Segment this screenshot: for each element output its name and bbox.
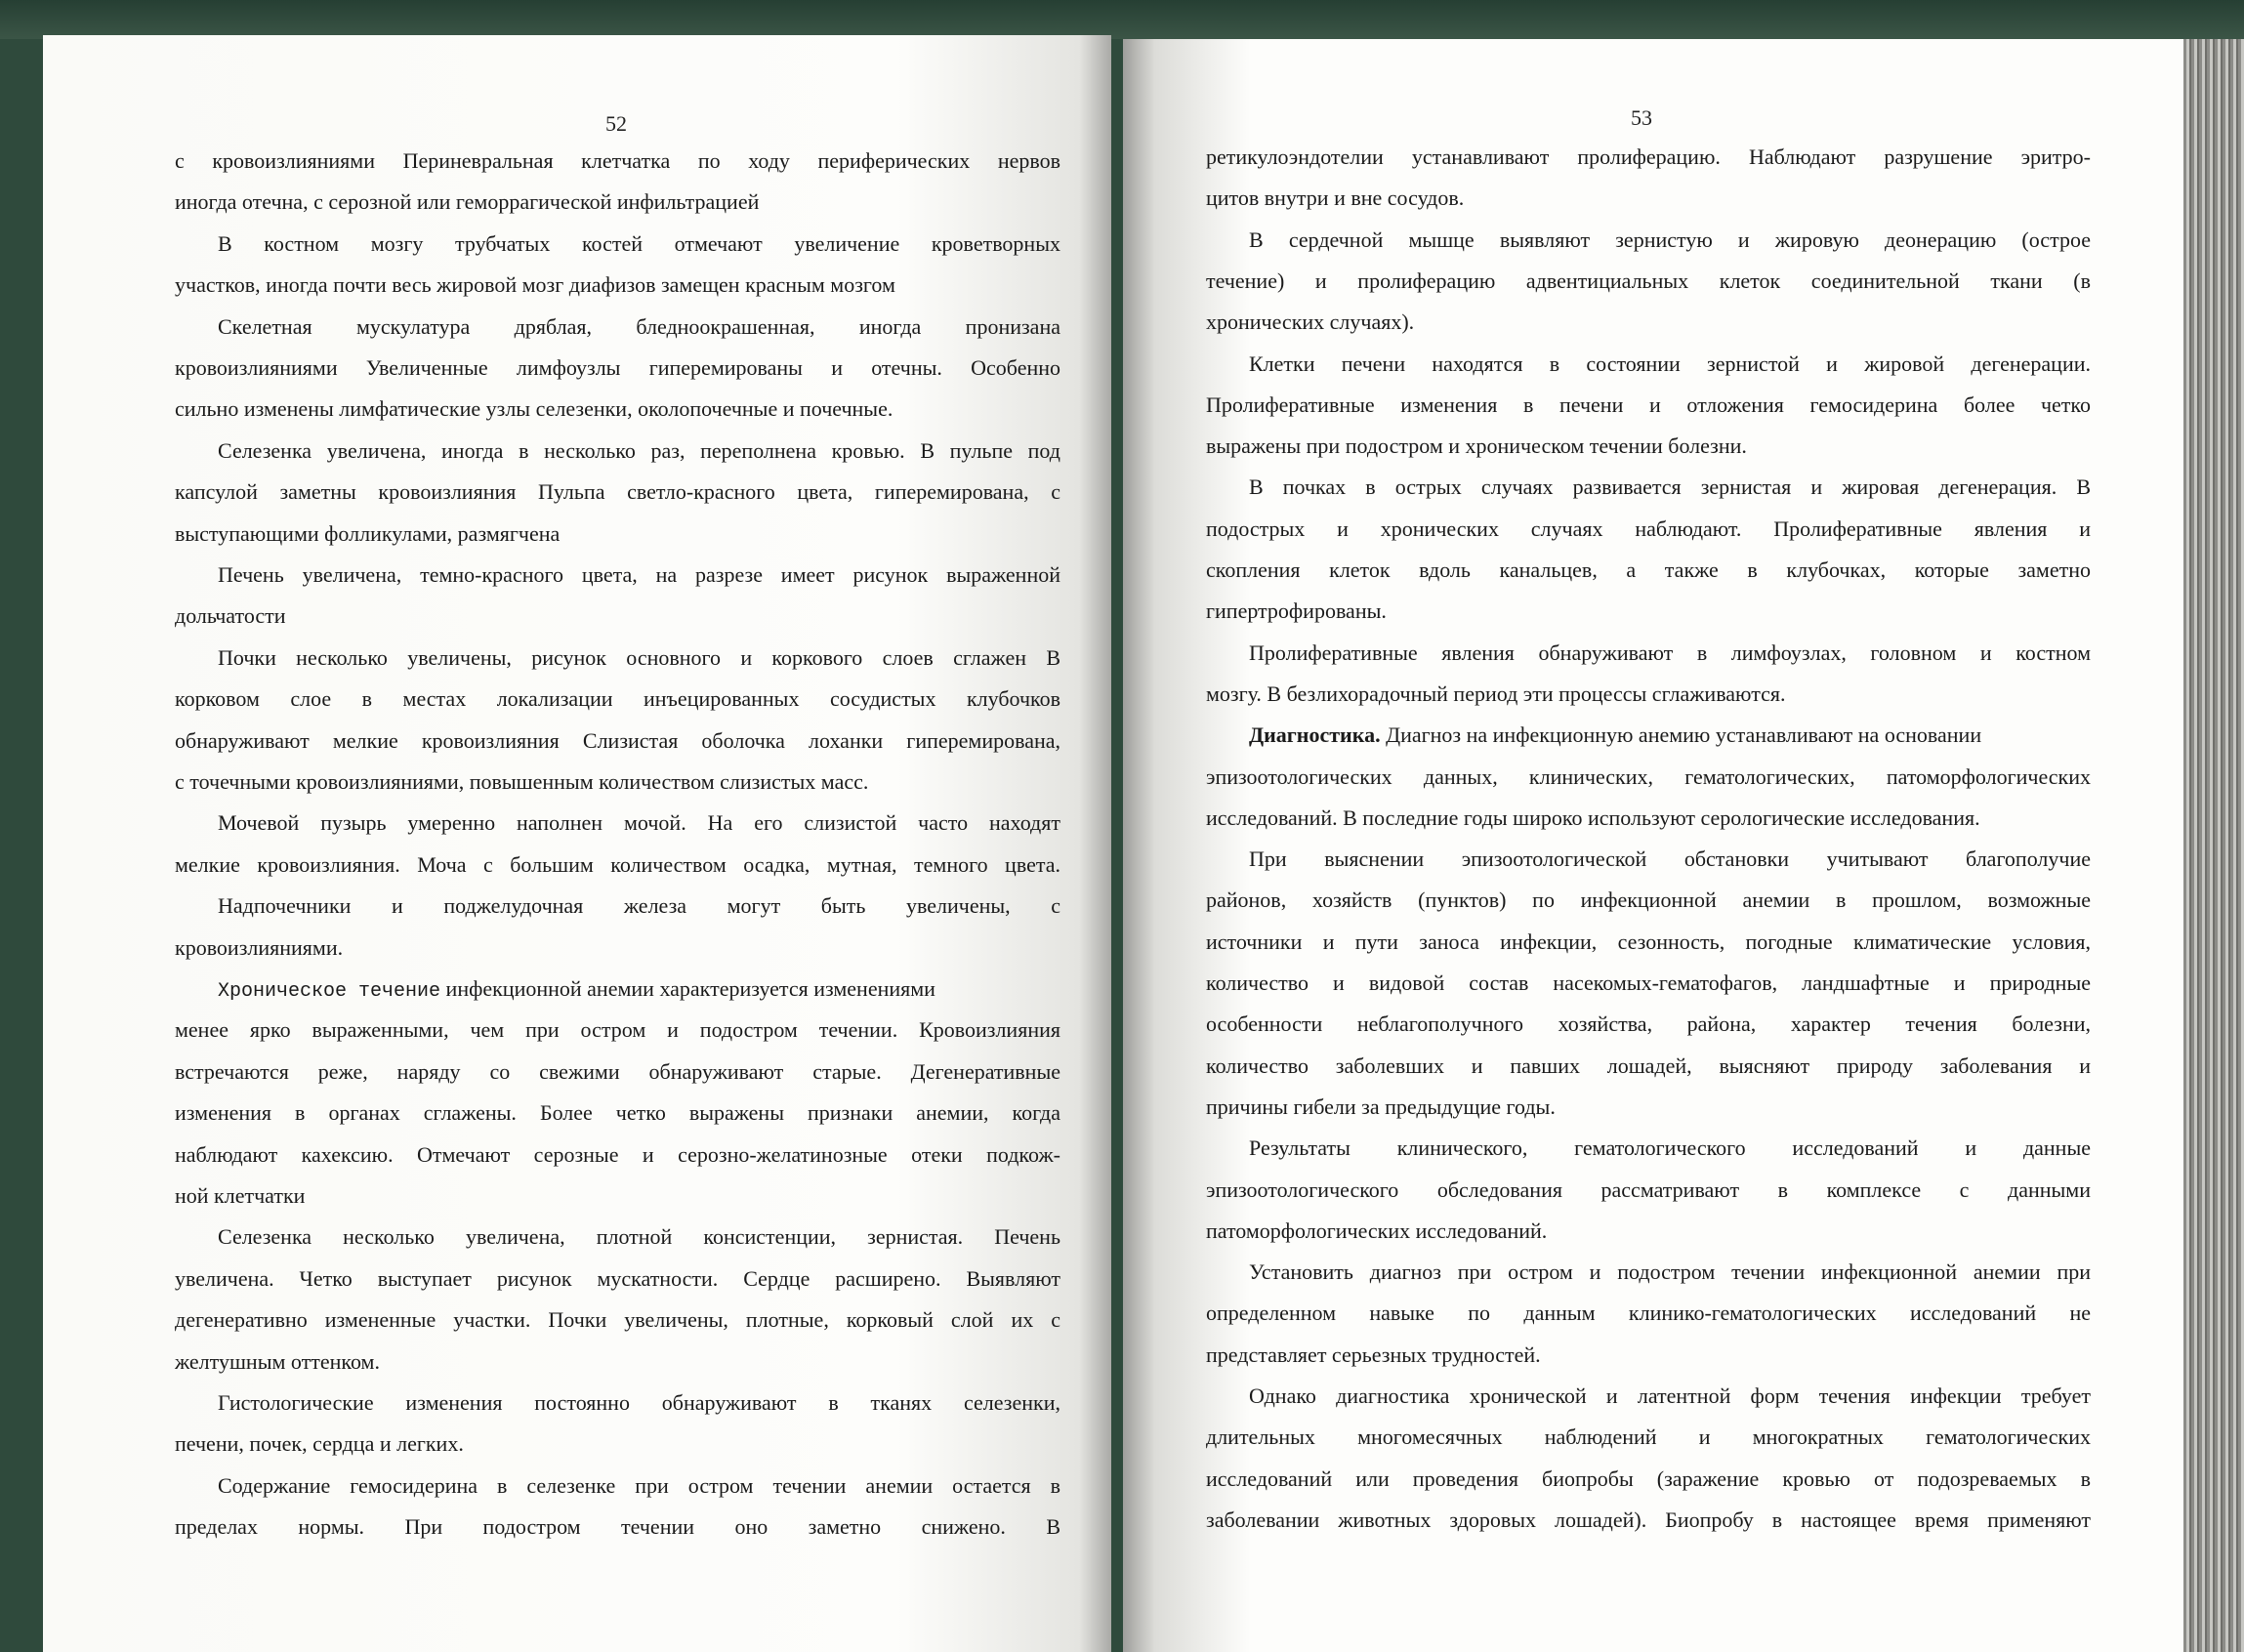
text-line [1249, 1128, 2091, 1169]
line-text: ной клетчатки [175, 1183, 306, 1208]
text-line [175, 1507, 1060, 1548]
line-text: При выяснении эпизоотологической обстановки учитывают благополучие [1249, 847, 2091, 872]
line-text: скопления клеток вдоль канальцев, а также в клубочках, которые заметно [1206, 558, 2091, 582]
line-text: с кровоизлияниями Периневральная клетчатка по ходу периферических нервов [175, 148, 1060, 173]
text-line [1206, 1500, 2091, 1541]
text-line [1206, 1170, 2091, 1211]
line-text: В костном мозгу трубчатых костей отмечают увеличение кроветворных [218, 230, 1060, 256]
line-text: районов, хозяйств (пунктов) по инфекционной анемии в прошлом, возможные [1206, 888, 2091, 913]
line-text: Установить диагноз при остром и подостром течении инфекционной анемии при [1249, 1260, 2091, 1285]
line-text: Содержание гемосидерина в селезенке при остром течении анемии остается в [218, 1472, 1060, 1498]
text-line [175, 1176, 305, 1217]
line-text: Клетки печени находятся в состоянии зернистой и жировой дегенерации. [1249, 351, 2091, 376]
line-text: источники и пути заноса инфекции, сезонность, погодные климатические условия, [1206, 929, 2091, 954]
text-line [1206, 922, 2091, 963]
scanner-background-top [0, 0, 2244, 39]
page-number-right: 53 [1631, 105, 1652, 130]
page-edges [2183, 39, 2244, 1652]
text-line [1206, 1335, 1541, 1376]
text-line [175, 1052, 1060, 1093]
line-text: количество заболевших и павших лошадей, выясняют природу заболевания и [1206, 1053, 2091, 1078]
text-line [175, 721, 1060, 762]
text-line [1206, 550, 2091, 591]
line-text: наблюдают кахексию. Отмечают серозные и серозно-желатинозные отеки подкож- [175, 1141, 1060, 1167]
line-text: менее ярко выраженными, чем при остром и подостром течении. Кровоизлияния [175, 1017, 1060, 1043]
line-text: дольчатости [175, 603, 286, 629]
line-text: Почки несколько увеличены, рисунок основного и коркового слоев сглажен В [218, 644, 1060, 670]
line-text: течение) и пролиферацию адвентициальных клеток соединительной ткани (в [1206, 268, 2091, 293]
line-text: иногда отечна, с серозной или геморрагической инфильтрацией [175, 189, 760, 215]
text-line [1206, 137, 2091, 178]
line-text: эпизоотологических данных, клинических, гематологических, патоморфологических [1206, 764, 2091, 789]
text-line [1206, 509, 2091, 550]
text-line [1206, 1459, 2091, 1500]
line-text: изменения в органах сглажены. Более четко выражены признаки анемии, когда [175, 1100, 1060, 1126]
line-text: причины гибели за предыдущие годы. [1206, 1094, 1556, 1119]
text-line [175, 182, 759, 223]
text-line [218, 803, 1060, 844]
text-line [1206, 385, 2091, 426]
line-text: представляет серьезных трудностей. [1206, 1342, 1541, 1367]
text-line [218, 555, 1060, 596]
line-text: патоморфологических исследований. [1206, 1218, 1548, 1243]
text-line [218, 1466, 1060, 1507]
line-text: капсулой заметны кровоизлияния Пульпа светло-красного цвета, гиперемирована, с [175, 479, 1060, 505]
text-line [218, 1217, 1060, 1258]
text-line [1206, 1004, 2091, 1045]
text-line [175, 1093, 1060, 1134]
line-text: дегенеративно измененные участки. Почки увеличены, плотные, корковый слой их с [175, 1307, 1060, 1333]
text-line [1206, 963, 2091, 1004]
line-text: выступающими фолликулами, размягчена [175, 520, 561, 546]
page-number-left: 52 [605, 111, 627, 136]
line-text: хронических случаях). [1206, 310, 1415, 335]
line-text: с точечными кровоизлияниями, повышенным количеством слизистых масс. [175, 769, 869, 794]
line-text: Однако диагностика хронической и латентной форм течения инфекции требует [1249, 1384, 2091, 1408]
line-text: пределах нормы. При подостром течении оно заметно снижено. В [175, 1514, 1060, 1540]
line-text: В почках в острых случаях развивается зернистая и жировая дегенерация. В [1249, 475, 2091, 500]
text-line [1206, 674, 1785, 715]
text-line [218, 886, 1060, 927]
text-line [1206, 880, 2091, 921]
text-line [175, 389, 893, 430]
line-text: В сердечной мышце выявляют зернистую и жировую деонерацию (острое [1249, 227, 2091, 252]
line-text: желтушным оттенком. [175, 1348, 380, 1374]
text-line [218, 224, 1060, 265]
text-line [175, 1424, 464, 1465]
line-text: выражены при подостром и хроническом течении болезни. [1206, 434, 1747, 459]
text-line [1206, 1046, 2091, 1087]
line-text: заболевании животных здоровых лошадей). Биопробу в настоящее время применяют [1206, 1507, 2091, 1532]
line-text: инфекционной анемии характеризуется изменениями [440, 976, 935, 1001]
text-line [1249, 839, 2091, 880]
text-line [175, 845, 1060, 886]
text-line [218, 307, 1060, 348]
text-line [1206, 426, 1747, 467]
line-text: количество и видовой состав насекомых-гематофагов, ландшафтные и природные [1206, 971, 2091, 995]
text-line [1206, 1211, 1547, 1252]
text-line [175, 928, 343, 969]
line-text: исследований. В последние годы широко используют серологические исследования. [1206, 805, 1980, 830]
line-text: корковом слое в местах локализации инъецированных сосудистых клубочков [175, 686, 1060, 712]
line-text: Пролиферативные изменения в печени и отложения гемосидерина более четко [1206, 392, 2091, 417]
text-line [175, 514, 560, 555]
line-text: Мочевой пузырь умеренно наполнен мочой. На его слизистой часто находят [218, 810, 1060, 836]
line-text: эпизоотологического обследования рассматривают в комплексе с данными [1206, 1177, 2091, 1202]
text-line [175, 1342, 380, 1383]
line-text: увеличена. Четко выступает рисунок мускатности. Сердце расширено. Выявляют [175, 1265, 1060, 1291]
line-text: мелкие кровоизлияния. Моча с большим количеством осадка, мутная, темного цвета. [175, 851, 1060, 877]
line-text: исследований или проведения биопробы (заражение кровью от подозреваемых в [1206, 1466, 2091, 1491]
text-line [1206, 591, 1387, 632]
line-text: участков, иногда почти весь жировой мозг диафизов замещен красным мозгом [175, 272, 895, 298]
line-text: Результаты клинического, гематологического исследований и данные [1249, 1136, 2091, 1161]
line-text: печени, почек, сердца и легких. [175, 1431, 464, 1457]
text-line [1249, 344, 2091, 385]
text-line [1249, 633, 2091, 674]
text-line [1206, 1417, 2091, 1458]
text-line [218, 638, 1060, 679]
line-text: цитов внутри и вне сосудов. [1206, 186, 1465, 211]
line-text: особенности неблагополучного хозяйства, района, характер течения болезни, [1206, 1012, 2091, 1037]
text-line [1249, 1252, 2091, 1293]
line-text: мозгу. В безлихорадочный период эти процессы сглаживаются. [1206, 681, 1786, 706]
line-text: подострых и хронических случаях наблюдают. Пролиферативные явления и [1206, 516, 2091, 541]
text-line [175, 141, 1060, 182]
text-line [1206, 1293, 2091, 1334]
line-text: Селезенка увеличена, иногда в несколько раз, переполнена кровью. В пульпе под [218, 437, 1060, 463]
text-line [175, 1010, 1060, 1051]
text-line [1206, 1087, 1556, 1128]
line-text: встречаются реже, наряду со свежими обнаруживают старые. Дегенеративные [175, 1058, 1060, 1084]
text-line [1206, 302, 1414, 343]
line-text: длительных многомесячных наблюдений и многократных гематологических [1206, 1425, 2091, 1450]
text-line [1206, 757, 2091, 798]
text-line [175, 472, 1060, 513]
line-text: ретикулоэндотелии устанавливают пролиферацию. Наблюдают разрушение эритро- [1206, 145, 2091, 169]
text-line [175, 1259, 1060, 1300]
line-text: кровоизлияниями Увеличенные лимфоузлы гиперемированы и отечны. Особенно [175, 355, 1060, 380]
line-text: Диагноз на инфекционную анемию устанавливают на основании [1380, 723, 1982, 748]
line-text: обнаруживают мелкие кровоизлияния Слизистая оболочка лоханки гиперемирована, [175, 727, 1060, 753]
text-line [175, 596, 286, 637]
line-text: Скелетная мускулатура дряблая, бледноокрашенная, иногда пронизана [218, 313, 1060, 339]
line-text: Печень увеличена, темно-красного цвета, на разрезе имеет рисунок выраженной [218, 562, 1060, 587]
section-heading: Диагностика. [1249, 723, 1381, 748]
text-line [1249, 467, 2091, 508]
text-line [175, 1300, 1060, 1341]
text-line [1249, 715, 1981, 756]
text-line [218, 431, 1060, 472]
text-line [218, 969, 935, 1012]
text-line [218, 1383, 1060, 1424]
emphasized-term: Хроническое течение [218, 980, 441, 1003]
text-line [1206, 261, 2091, 302]
text-line [1206, 178, 1464, 219]
text-line [175, 679, 1060, 720]
line-text: Гистологические изменения постоянно обнаруживают в тканях селезенки, [218, 1390, 1060, 1415]
line-text: Пролиферативные явления обнаруживают в лимфоузлах, головном и костном [1249, 640, 2091, 665]
line-text: Селезенка несколько увеличена, плотной консистенции, зернистая. Печень [218, 1224, 1060, 1250]
text-line [1206, 798, 1980, 839]
text-line [175, 762, 868, 803]
line-text: гипертрофированы. [1206, 599, 1387, 624]
line-text: определенном навыке по данным клинико-гематологических исследований не [1206, 1301, 2091, 1326]
line-text: кровоизлияниями. [175, 934, 344, 960]
text-line [1249, 220, 2091, 261]
text-line [1249, 1376, 2091, 1417]
text-line [175, 348, 1060, 389]
text-line [175, 1135, 1060, 1176]
line-text: сильно изменены лимфатические узлы селезенки, околопочечные и почечные. [175, 396, 893, 422]
line-text: Надпочечники и поджелудочная железа могут быть увеличены, с [218, 893, 1060, 919]
text-line [175, 265, 895, 306]
